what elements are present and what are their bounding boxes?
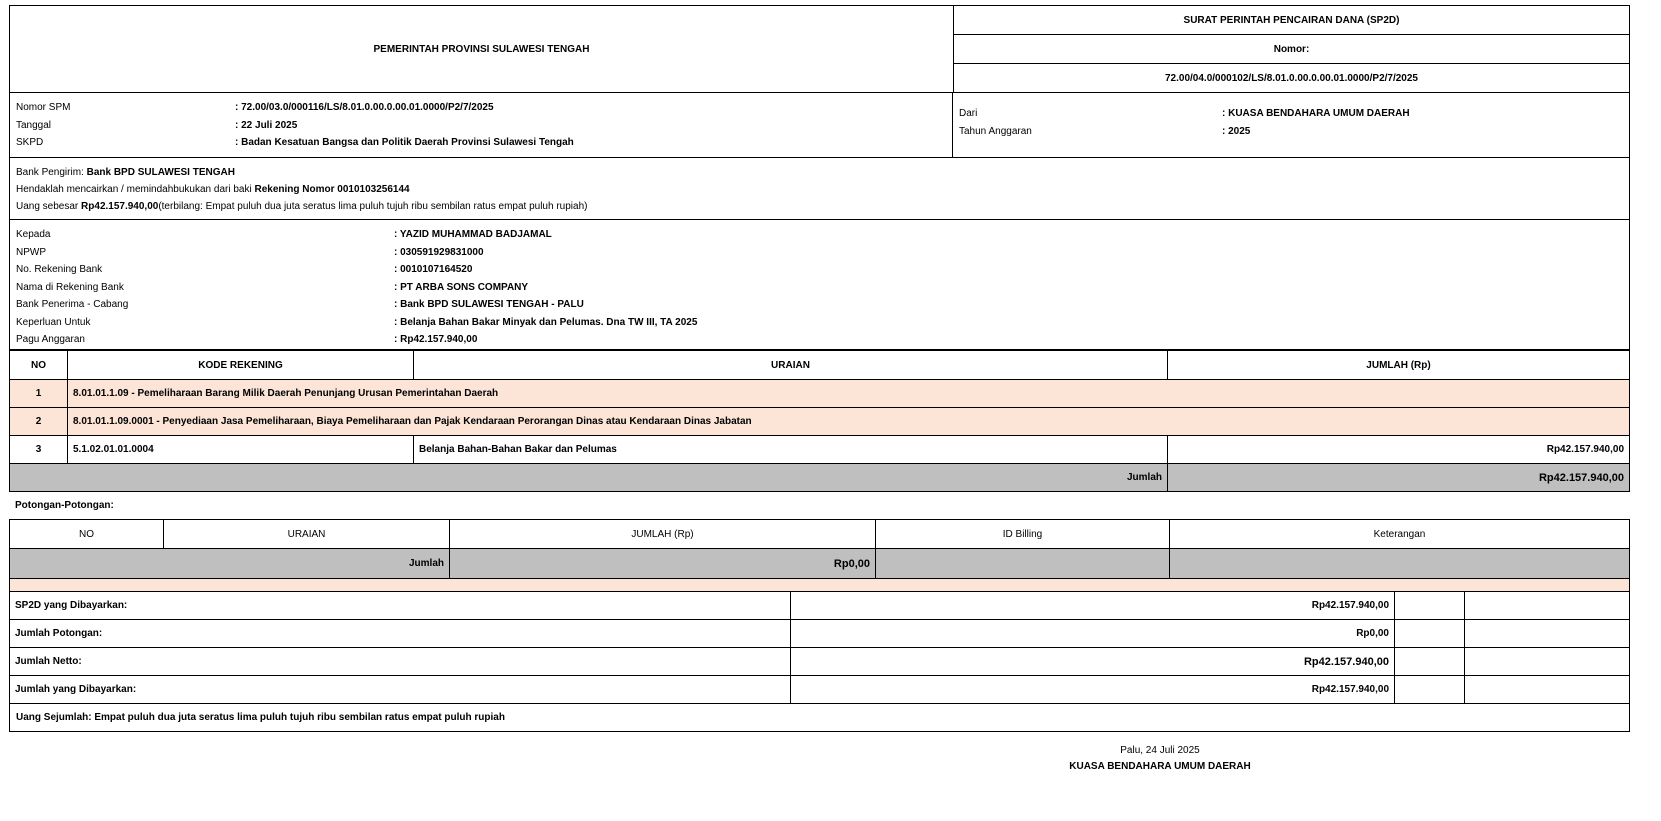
empty-cell bbox=[1465, 592, 1630, 620]
empty-cell bbox=[1465, 648, 1630, 676]
tanggal-label: Tanggal bbox=[16, 119, 52, 131]
bank-pengirim-label: Bank Pengirim: bbox=[16, 167, 84, 178]
rekening-table bbox=[9, 350, 1630, 492]
summary-table bbox=[9, 591, 1630, 704]
recipient-value: : Bank BPD SULAWESI TENGAH - PALU bbox=[394, 299, 584, 311]
instruksi-text: Hendaklah mencairkan / memindahbukukan dari baki bbox=[16, 184, 252, 195]
nomor-value: 72.00/04.0/000102/LS/8.01.0.00.0.00.01.0000/P2/7/2025 bbox=[954, 63, 1629, 92]
recipient-section bbox=[9, 220, 1630, 350]
empty-cell bbox=[1395, 648, 1465, 676]
recipient-label: Nama di Rekening Bank bbox=[16, 281, 124, 293]
empty-cell bbox=[1395, 592, 1465, 620]
empty-cell bbox=[876, 549, 1170, 579]
summary-label: Jumlah yang Dibayarkan: bbox=[10, 676, 791, 704]
recipient-label: Pagu Anggaran bbox=[16, 334, 85, 346]
government-name: PEMERINTAH PROVINSI SULAWESI TENGAH bbox=[10, 6, 954, 92]
signature-title: KUASA BENDAHARA UMUM DAERAH bbox=[1069, 761, 1251, 772]
empty-cell bbox=[1465, 620, 1630, 648]
skpd-row bbox=[16, 134, 946, 152]
potongan-header-row bbox=[10, 520, 1630, 549]
recipient-label: Kepada bbox=[16, 229, 51, 241]
uang-value: Rp42.157.940,00 bbox=[81, 201, 159, 212]
total-label: Jumlah bbox=[10, 464, 1168, 492]
recipient-value: : YAZID MUHAMMAD BADJAMAL bbox=[394, 229, 552, 241]
recipient-label: Bank Penerima - Cabang bbox=[16, 299, 129, 311]
uang-terbilang: (terbilang: Empat puluh dua juta seratus lima puluh tujuh ribu sembilan ratus empat puluh rupiah) bbox=[158, 201, 588, 212]
col-kode-rekening: KODE REKENING bbox=[68, 351, 414, 380]
row-no: 2 bbox=[10, 408, 68, 436]
col-no: NO bbox=[10, 520, 164, 549]
summary-value: Rp42.157.940,00 bbox=[791, 648, 1395, 676]
summary-row bbox=[10, 648, 1630, 676]
bank-section bbox=[9, 158, 1630, 220]
recipient-row bbox=[16, 314, 1623, 332]
signature-place-date: Palu, 24 Juli 2025 bbox=[1120, 745, 1200, 756]
summary-row bbox=[10, 620, 1630, 648]
col-id-billing: ID Billing bbox=[876, 520, 1170, 549]
col-jumlah: JUMLAH (Rp) bbox=[1168, 351, 1630, 380]
dari-label: Dari bbox=[959, 108, 978, 120]
col-no: NO bbox=[10, 351, 68, 380]
skpd-value: : Badan Kesatuan Bangsa dan Politik Daerah Provinsi Sulawesi Tengah bbox=[235, 137, 574, 149]
total-label: Jumlah bbox=[10, 549, 450, 579]
document-header bbox=[9, 5, 1630, 93]
empty-cell bbox=[1395, 620, 1465, 648]
info-section bbox=[9, 93, 1630, 158]
rekening-nomor: Rekening Nomor 0010103256144 bbox=[254, 184, 410, 195]
empty-cell bbox=[1395, 676, 1465, 704]
tanggal-row bbox=[16, 117, 946, 135]
potongan-title: Potongan-Potongan: bbox=[15, 500, 114, 511]
uang-label: Uang sebesar bbox=[16, 201, 79, 212]
recipient-row bbox=[16, 279, 1623, 297]
col-keterangan: Keterangan bbox=[1170, 520, 1630, 549]
row-no: 1 bbox=[10, 380, 68, 408]
rekening-total-row bbox=[10, 464, 1630, 492]
recipient-value: : Rp42.157.940,00 bbox=[394, 334, 478, 346]
potongan-table bbox=[9, 519, 1630, 579]
instruksi-line bbox=[16, 181, 1623, 198]
row-kode: 5.1.02.01.01.0004 bbox=[68, 436, 414, 464]
summary-value: Rp42.157.940,00 bbox=[791, 676, 1395, 704]
summary-value: Rp42.157.940,00 bbox=[791, 592, 1395, 620]
row-jumlah: Rp42.157.940,00 bbox=[1168, 436, 1630, 464]
col-uraian: URAIAN bbox=[414, 351, 1168, 380]
recipient-label: Keperluan Untuk bbox=[16, 316, 91, 328]
recipient-row bbox=[16, 244, 1623, 262]
potongan-total-row bbox=[10, 549, 1630, 579]
recipient-value: : 030591929831000 bbox=[394, 246, 484, 258]
empty-cell bbox=[1465, 676, 1630, 704]
bank-pengirim-line bbox=[16, 164, 1623, 181]
table-row bbox=[10, 380, 1630, 408]
recipient-row bbox=[16, 261, 1623, 279]
recipient-row bbox=[16, 226, 1623, 244]
tahun-anggaran-value: : 2025 bbox=[1222, 125, 1251, 137]
nomor-spm-label: Nomor SPM bbox=[16, 102, 71, 114]
bank-pengirim-value: Bank BPD SULAWESI TENGAH bbox=[86, 167, 235, 178]
uang-line bbox=[16, 198, 1623, 215]
recipient-value: : Belanja Bahan Bakar Minyak dan Pelumas. Dna TW III, TA 2025 bbox=[394, 316, 698, 328]
recipient-value: : PT ARBA SONS COMPANY bbox=[394, 281, 529, 293]
header-right bbox=[954, 6, 1629, 92]
rekening-header-row bbox=[10, 351, 1630, 380]
document-title: SURAT PERINTAH PENCAIRAN DANA (SP2D) bbox=[1183, 14, 1400, 26]
summary-label: SP2D yang Dibayarkan: bbox=[10, 592, 791, 620]
terbilang-text: Uang Sejumlah: Empat puluh dua juta seratus lima puluh tujuh ribu sembilan ratus empat puluh rupiah bbox=[9, 704, 1630, 732]
recipient-row bbox=[16, 296, 1623, 314]
row-uraian: Belanja Bahan-Bahan Bakar dan Pelumas bbox=[414, 436, 1168, 464]
skpd-label: SKPD bbox=[16, 137, 44, 149]
summary-label: Jumlah Potongan: bbox=[10, 620, 791, 648]
col-uraian: URAIAN bbox=[164, 520, 450, 549]
dari-row bbox=[959, 105, 1623, 123]
row-kegiatan: 8.01.01.1.09.0001 - Penyediaan Jasa Pemeliharaan, Biaya Pemeliharaan dan Pajak Kendaraan Perorangan Dinas atau Kendaraan Dinas Jabatan bbox=[68, 408, 1630, 436]
nomor-spm-row bbox=[16, 99, 946, 117]
row-no: 3 bbox=[10, 436, 68, 464]
empty-cell bbox=[1170, 549, 1630, 579]
row-program: 8.01.01.1.09 - Pemeliharaan Barang Milik Daerah Penunjang Urusan Pemerintahan Daerah bbox=[68, 380, 1630, 408]
summary-value: Rp0,00 bbox=[791, 620, 1395, 648]
nomor-spm-value: : 72.00/03.0/000116/LS/8.01.0.00.0.00.01.0000/P2/7/2025 bbox=[235, 102, 494, 114]
info-left bbox=[10, 93, 953, 157]
summary-row bbox=[10, 592, 1630, 620]
summary-row bbox=[10, 676, 1630, 704]
total-value: Rp42.157.940,00 bbox=[1168, 464, 1630, 492]
total-value: Rp0,00 bbox=[450, 549, 876, 579]
table-row bbox=[10, 408, 1630, 436]
separator-strip bbox=[9, 579, 1630, 591]
tahun-anggaran-row bbox=[959, 123, 1623, 141]
tanggal-value: : 22 Juli 2025 bbox=[235, 119, 298, 131]
tahun-anggaran-label: Tahun Anggaran bbox=[959, 125, 1032, 137]
info-right bbox=[953, 93, 1629, 157]
col-jumlah: JUMLAH (Rp) bbox=[450, 520, 876, 549]
recipient-row bbox=[16, 331, 1623, 349]
sp2d-document bbox=[9, 5, 1630, 732]
nomor-label: Nomor: bbox=[954, 34, 1629, 63]
dari-value: : KUASA BENDAHARA UMUM DAERAH bbox=[1222, 108, 1410, 120]
recipient-label: No. Rekening Bank bbox=[16, 264, 103, 276]
recipient-value: : 0010107164520 bbox=[394, 264, 473, 276]
recipient-label: NPWP bbox=[16, 246, 46, 258]
summary-label: Jumlah Netto: bbox=[10, 648, 791, 676]
table-row bbox=[10, 436, 1630, 464]
